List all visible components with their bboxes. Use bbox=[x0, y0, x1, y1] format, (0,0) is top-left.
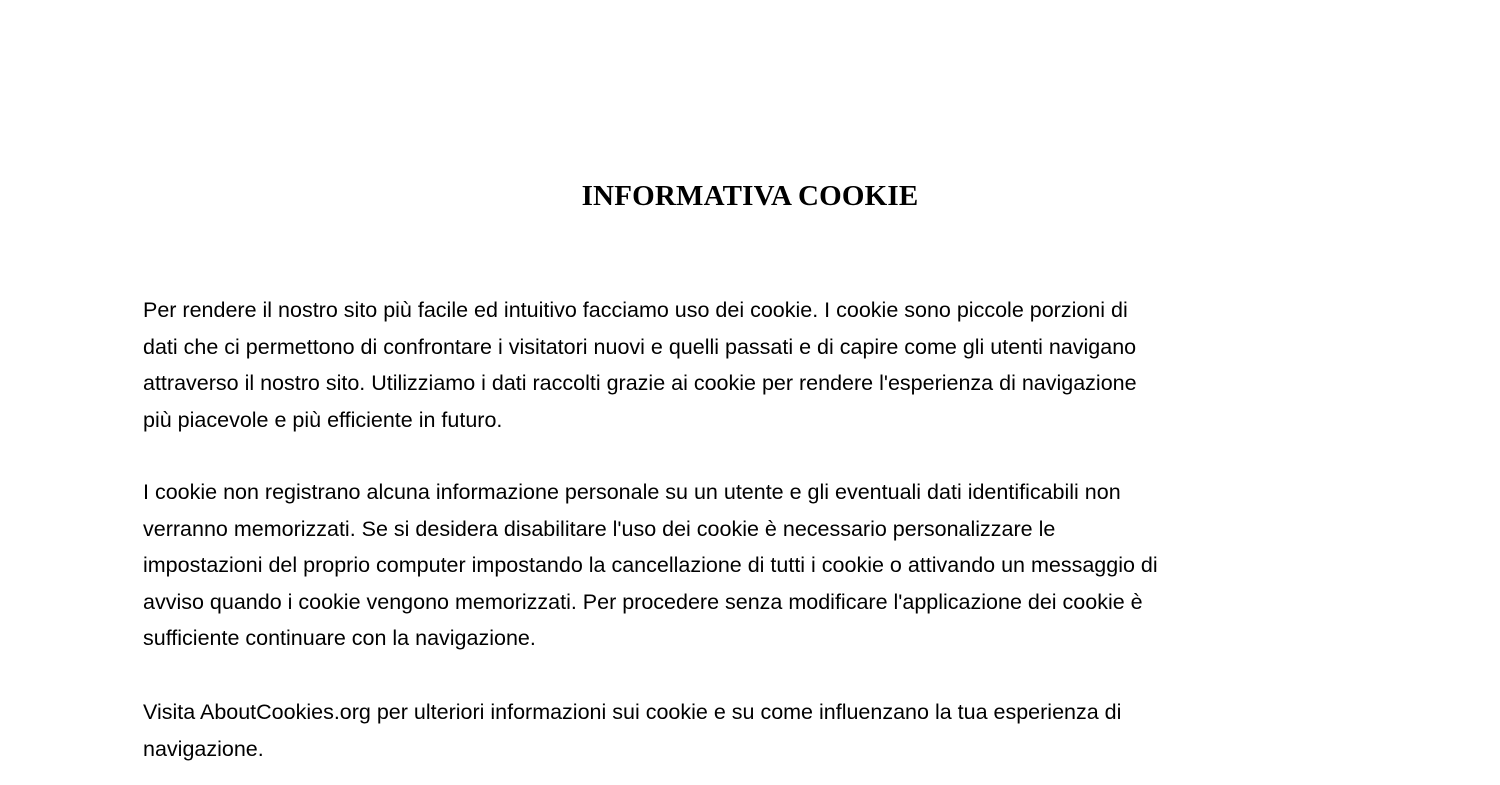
paragraph-more-info: Visita AboutCookies.org per ulteriori informazioni sui cookie e su come influenzano la tua esperienza di navigazione. bbox=[143, 700, 1122, 761]
paragraph-cookie-privacy: I cookie non registrano alcuna informazione personale su un utente e gli eventuali dati identificabili non verranno memorizzati. Se si desidera disabilitare l'uso dei cookie è necessario personalizzare le impostazioni del proprio computer impostando la cancellazione di tutti i cookie o attivando un messaggio di avviso quando i cookie vengono memorizzati. Per procedere senza modificare l'applicazione dei cookie è sufficiente continuare con la navigazione. bbox=[143, 480, 1158, 651]
document-title: INFORMATIVA COOKIE bbox=[581, 180, 919, 212]
paragraph-cookie-intro: Per rendere il nostro sito più facile ed intuitivo facciamo uso dei cookie. I cookie sono piccole porzioni di dati che ci permettono di confrontare i visitatori nuovi e quelli passati e di capire come gli utenti navigano attraverso il nostro sito. Utilizziamo i dati raccolti grazie ai cookie per rendere l'esperienza di navigazione più piacevole e più efficiente in futuro. bbox=[143, 298, 1137, 432]
